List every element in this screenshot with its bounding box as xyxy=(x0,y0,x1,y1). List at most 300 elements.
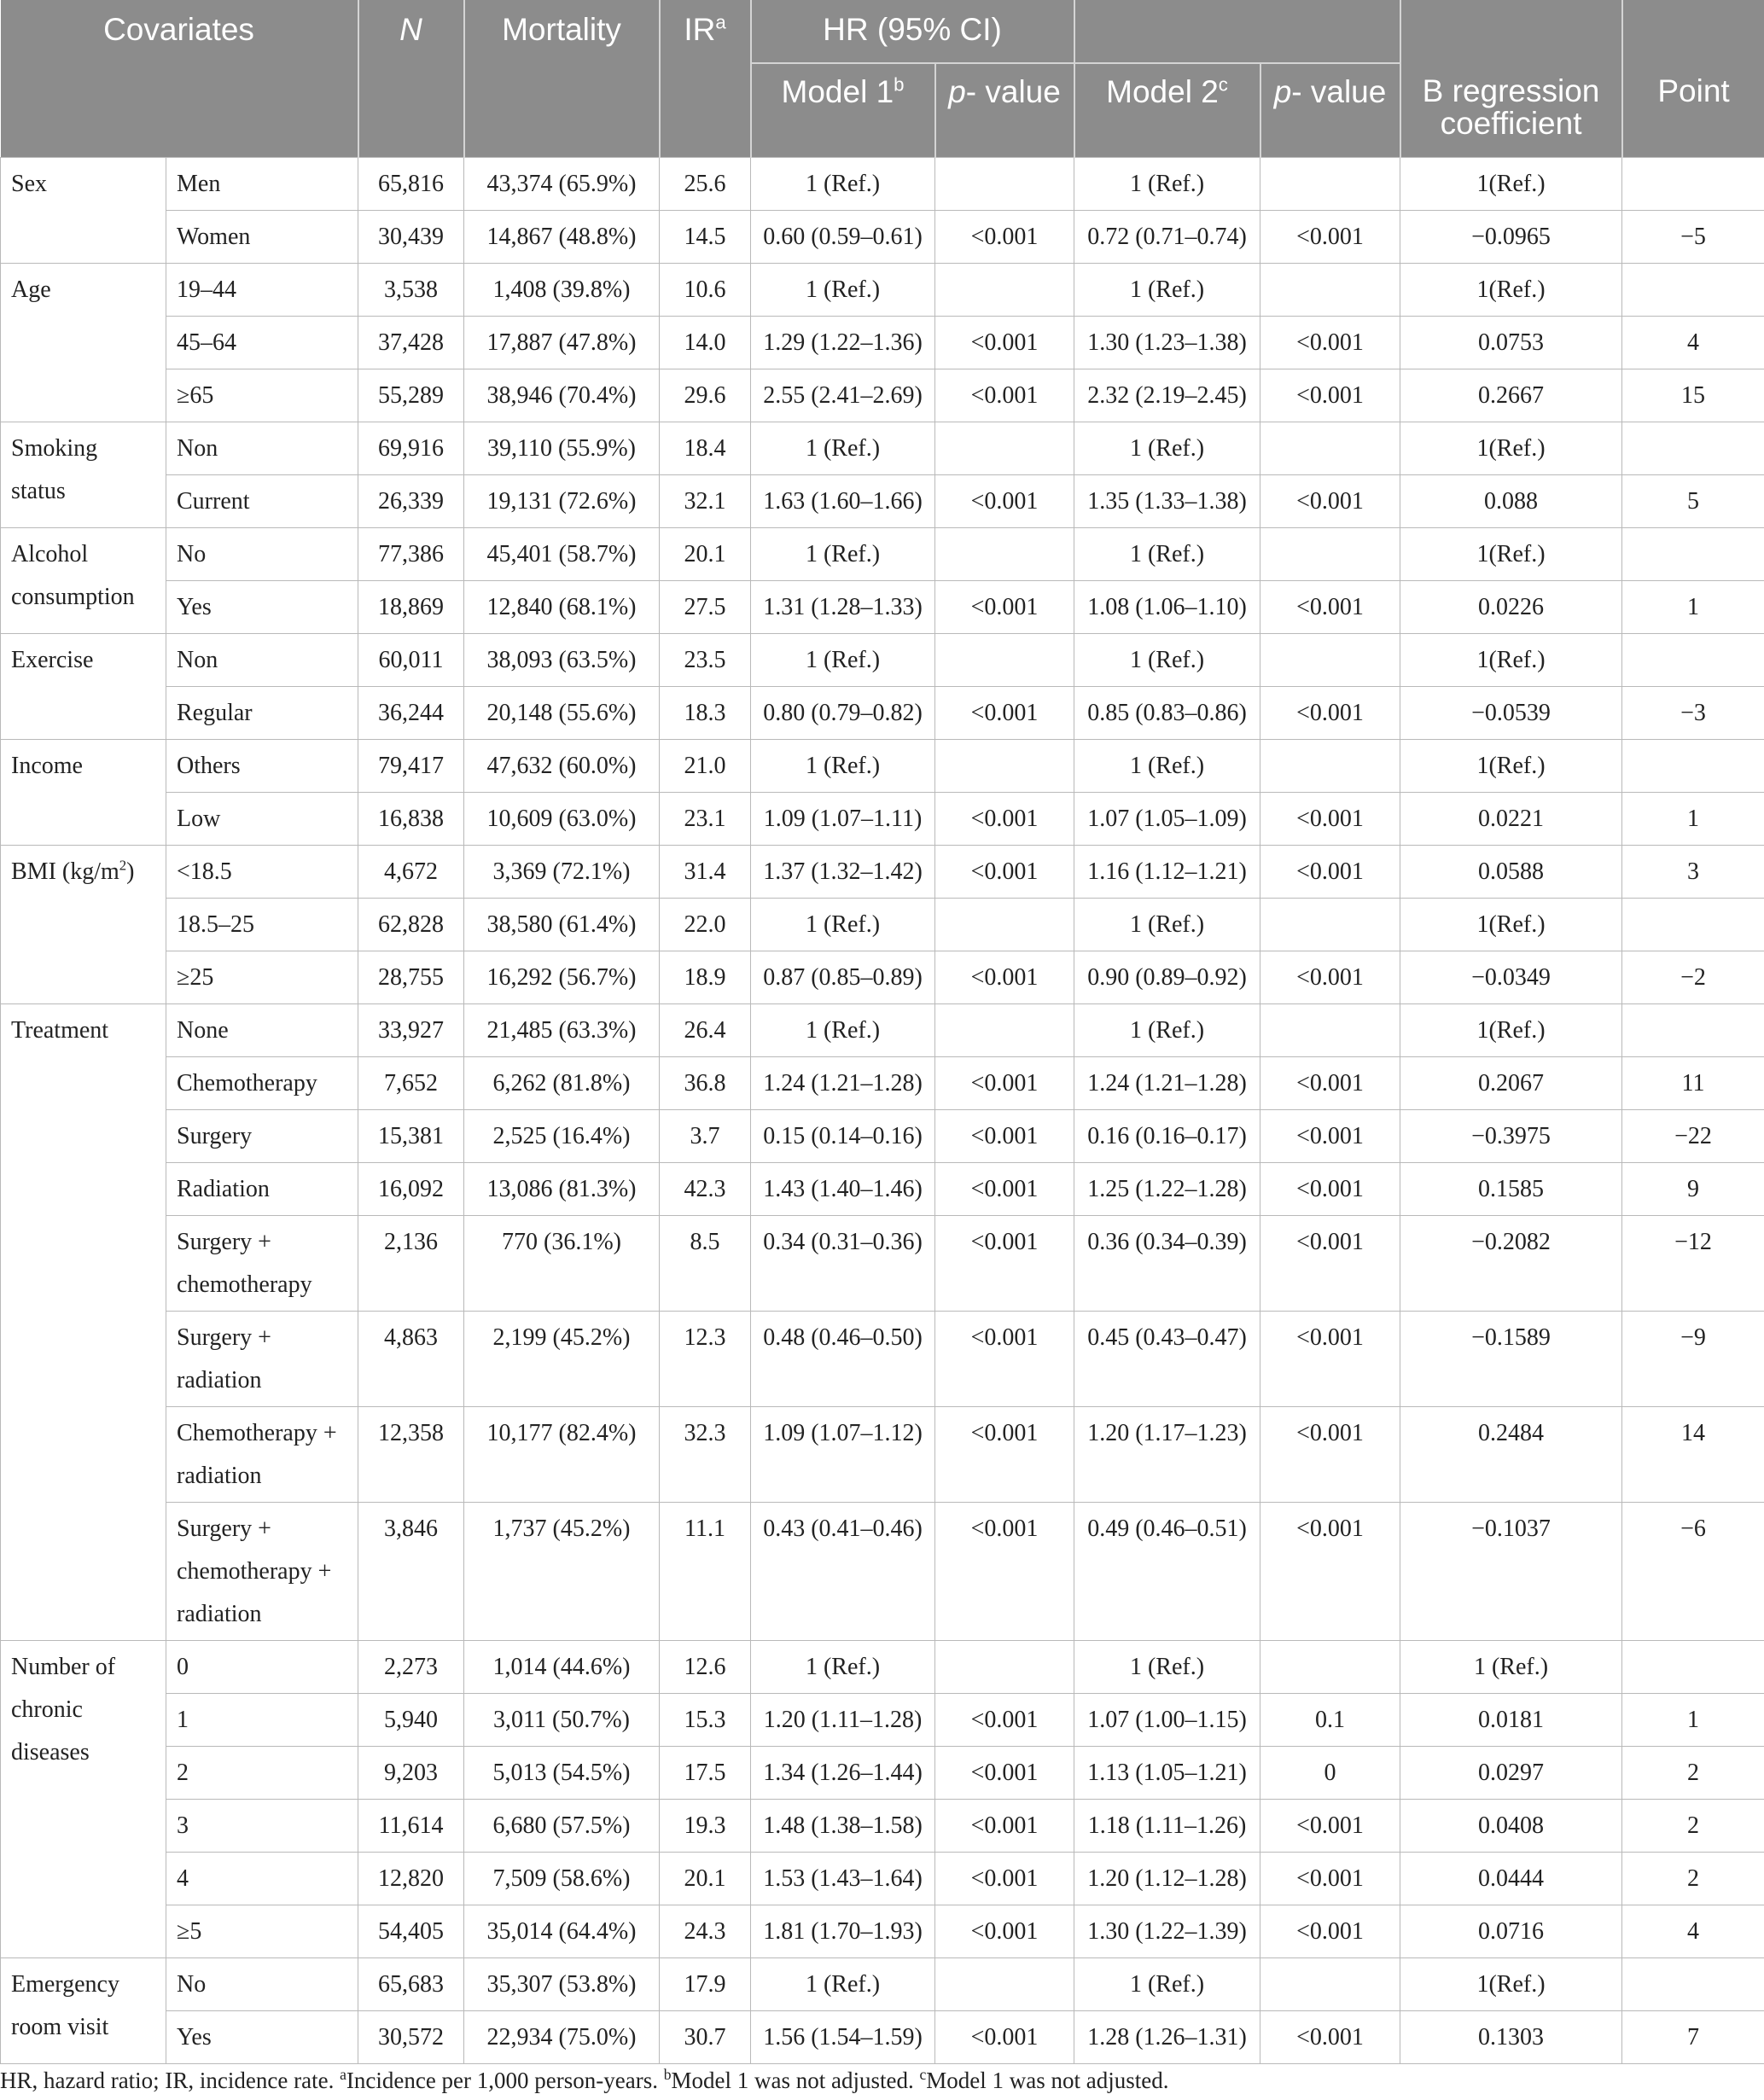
b-coefficient-cell: 0.2067 xyxy=(1400,1056,1622,1109)
model2-hr-cell: 1.07 (1.05–1.09) xyxy=(1074,792,1260,845)
level-label: Chemotherapy xyxy=(166,1056,358,1109)
n-cell: 12,820 xyxy=(358,1852,464,1905)
b-coefficient-cell: −0.0965 xyxy=(1400,210,1622,263)
n-cell: 15,381 xyxy=(358,1109,464,1162)
level-label: 0 xyxy=(166,1640,358,1693)
model2-p-cell xyxy=(1260,1640,1400,1693)
model2-p-cell: <0.001 xyxy=(1260,1215,1400,1311)
n-cell: 77,386 xyxy=(358,527,464,580)
model1-p-cell xyxy=(935,898,1074,951)
ir-cell: 18.3 xyxy=(660,686,751,739)
b-coefficient-cell: 0.0297 xyxy=(1400,1746,1622,1799)
model2-p-cell: <0.001 xyxy=(1260,1799,1400,1852)
model2-p-cell: 0 xyxy=(1260,1746,1400,1799)
covariate-label: Sex xyxy=(1,157,166,263)
b-coefficient-cell: −0.1037 xyxy=(1400,1502,1622,1640)
model1-hr-cell: 1.24 (1.21–1.28) xyxy=(751,1056,935,1109)
table-row xyxy=(1,369,1764,422)
table-row xyxy=(1,316,1764,369)
b-coefficient-cell: 1(Ref.) xyxy=(1400,898,1622,951)
point-cell: −12 xyxy=(1622,1215,1764,1311)
n-cell: 26,339 xyxy=(358,474,464,527)
b-coefficient-cell: 1 (Ref.) xyxy=(1400,1640,1622,1693)
b-coefficient-cell: 0.2667 xyxy=(1400,369,1622,422)
level-label: 1 xyxy=(166,1693,358,1746)
mortality-cell: 16,292 (56.7%) xyxy=(464,951,660,1003)
model2-p-cell: <0.001 xyxy=(1260,1406,1400,1502)
point-cell: −3 xyxy=(1622,686,1764,739)
level-label: Chemotherapy + radiation xyxy=(166,1406,358,1502)
model1-p-cell: <0.001 xyxy=(935,1215,1074,1311)
ir-cell: 12.6 xyxy=(660,1640,751,1693)
covariate-label: Smoking status xyxy=(1,422,166,527)
n-cell: 54,405 xyxy=(358,1905,464,1957)
n-cell: 11,614 xyxy=(358,1799,464,1852)
table-row xyxy=(1,1957,1764,2010)
ir-cell: 15.3 xyxy=(660,1693,751,1746)
table-row xyxy=(1,633,1764,686)
model1-p-cell: <0.001 xyxy=(935,369,1074,422)
model2-p-cell: <0.001 xyxy=(1260,1852,1400,1905)
b-coefficient-cell: 0.1585 xyxy=(1400,1162,1622,1215)
ir-cell: 27.5 xyxy=(660,580,751,633)
ir-cell: 24.3 xyxy=(660,1905,751,1957)
mortality-cell: 19,131 (72.6%) xyxy=(464,474,660,527)
point-cell: 4 xyxy=(1622,316,1764,369)
model2-hr-cell: 1.24 (1.21–1.28) xyxy=(1074,1056,1260,1109)
n-cell: 2,136 xyxy=(358,1215,464,1311)
model1-hr-cell: 1 (Ref.) xyxy=(751,157,935,210)
ir-cell: 42.3 xyxy=(660,1162,751,1215)
table-row xyxy=(1,898,1764,951)
model1-p-cell xyxy=(935,263,1074,316)
ir-cell: 26.4 xyxy=(660,1003,751,1056)
model2-p-cell xyxy=(1260,157,1400,210)
mortality-cell: 38,946 (70.4%) xyxy=(464,369,660,422)
model1-p-cell xyxy=(935,1640,1074,1693)
n-cell: 37,428 xyxy=(358,316,464,369)
model1-p-cell xyxy=(935,422,1074,474)
ir-cell: 8.5 xyxy=(660,1215,751,1311)
header-ir: $IR^a$ xyxy=(660,0,751,63)
table-row xyxy=(1,1311,1764,1406)
model1-p-cell xyxy=(935,739,1074,792)
level-label: Surgery + radiation xyxy=(166,1311,358,1406)
table-row xyxy=(1,527,1764,580)
point-cell: 1 xyxy=(1622,1693,1764,1746)
model2-hr-cell: 0.45 (0.43–0.47) xyxy=(1074,1311,1260,1406)
model1-p-cell: <0.001 xyxy=(935,1905,1074,1957)
b-coefficient-cell: 0.0588 xyxy=(1400,845,1622,898)
covariate-label: Number of chronic diseases xyxy=(1,1640,166,1957)
model2-p-cell: <0.001 xyxy=(1260,474,1400,527)
point-cell: 14 xyxy=(1622,1406,1764,1502)
model2-p-cell xyxy=(1260,1003,1400,1056)
b-coefficient-cell: 1(Ref.) xyxy=(1400,527,1622,580)
level-label: ≥65 xyxy=(166,369,358,422)
model2-p-cell xyxy=(1260,422,1400,474)
ir-cell: 14.5 xyxy=(660,210,751,263)
model2-hr-cell: 1.30 (1.22–1.39) xyxy=(1074,1905,1260,1957)
model1-p-cell: <0.001 xyxy=(935,1746,1074,1799)
mortality-cell: 6,680 (57.5%) xyxy=(464,1799,660,1852)
model1-p-cell: <0.001 xyxy=(935,1311,1074,1406)
model1-hr-cell: 1 (Ref.) xyxy=(751,739,935,792)
table-row xyxy=(1,1852,1764,1905)
point-cell: −6 xyxy=(1622,1502,1764,1640)
model2-p-cell xyxy=(1260,633,1400,686)
n-cell: 30,572 xyxy=(358,2010,464,2063)
n-cell: 65,683 xyxy=(358,1957,464,2010)
n-cell: 79,417 xyxy=(358,739,464,792)
level-label: ≥5 xyxy=(166,1905,358,1957)
model1-p-cell: <0.001 xyxy=(935,580,1074,633)
model1-p-cell: <0.001 xyxy=(935,792,1074,845)
model2-hr-cell: 1 (Ref.) xyxy=(1074,422,1260,474)
header-model2: Model 2$^c$ xyxy=(1074,63,1260,157)
point-cell xyxy=(1622,898,1764,951)
model1-p-cell xyxy=(935,157,1074,210)
model2-p-cell xyxy=(1260,1957,1400,2010)
point-cell: −9 xyxy=(1622,1311,1764,1406)
header-ir-blank xyxy=(660,63,751,157)
level-label: No xyxy=(166,1957,358,2010)
model1-p-cell: <0.001 xyxy=(935,1799,1074,1852)
point-cell xyxy=(1622,739,1764,792)
mortality-cell: 10,609 (63.0%) xyxy=(464,792,660,845)
mortality-cell: 22,934 (75.0%) xyxy=(464,2010,660,2063)
covariate-label: Income xyxy=(1,739,166,845)
level-label: 3 xyxy=(166,1799,358,1852)
table-row xyxy=(1,1640,1764,1693)
mortality-cell: 38,580 (61.4%) xyxy=(464,898,660,951)
mortality-cell: 10,177 (82.4%) xyxy=(464,1406,660,1502)
table-row xyxy=(1,263,1764,316)
model1-hr-cell: 1.53 (1.43–1.64) xyxy=(751,1852,935,1905)
model1-hr-cell: 1.56 (1.54–1.59) xyxy=(751,2010,935,2063)
model2-hr-cell: 1 (Ref.) xyxy=(1074,1640,1260,1693)
mortality-cell: 21,485 (63.3%) xyxy=(464,1003,660,1056)
model1-p-cell: <0.001 xyxy=(935,1693,1074,1746)
ir-cell: 14.0 xyxy=(660,316,751,369)
model2-hr-cell: 0.16 (0.16–0.17) xyxy=(1074,1109,1260,1162)
model2-p-cell xyxy=(1260,263,1400,316)
table-row xyxy=(1,1502,1764,1640)
model2-p-cell: <0.001 xyxy=(1260,1056,1400,1109)
level-label: Others xyxy=(166,739,358,792)
ir-cell: 31.4 xyxy=(660,845,751,898)
n-cell: 16,838 xyxy=(358,792,464,845)
point-cell xyxy=(1622,1640,1764,1693)
ir-cell: 21.0 xyxy=(660,739,751,792)
point-cell xyxy=(1622,1957,1764,2010)
n-cell: 4,672 xyxy=(358,845,464,898)
header-point-blank xyxy=(1622,0,1764,63)
model1-p-cell: <0.001 xyxy=(935,2010,1074,2063)
n-cell: 9,203 xyxy=(358,1746,464,1799)
mortality-cell: 43,374 (65.9%) xyxy=(464,157,660,210)
point-cell: 2 xyxy=(1622,1746,1764,1799)
point-cell: 3 xyxy=(1622,845,1764,898)
point-cell: −22 xyxy=(1622,1109,1764,1162)
mortality-cell: 1,014 (44.6%) xyxy=(464,1640,660,1693)
model1-p-cell: <0.001 xyxy=(935,316,1074,369)
n-cell: 33,927 xyxy=(358,1003,464,1056)
model1-p-cell: <0.001 xyxy=(935,1852,1074,1905)
mortality-cell: 6,262 (81.8%) xyxy=(464,1056,660,1109)
level-label: 2 xyxy=(166,1746,358,1799)
point-cell xyxy=(1622,633,1764,686)
table-row xyxy=(1,1693,1764,1746)
point-cell: −5 xyxy=(1622,210,1764,263)
ir-cell: 20.1 xyxy=(660,527,751,580)
model1-p-cell: <0.001 xyxy=(935,1109,1074,1162)
model2-p-cell: <0.001 xyxy=(1260,1311,1400,1406)
model1-hr-cell: 1.37 (1.32–1.42) xyxy=(751,845,935,898)
model1-p-cell xyxy=(935,1003,1074,1056)
header-model1: Model 1$^b$ xyxy=(751,63,935,157)
table-row xyxy=(1,845,1764,898)
b-coefficient-cell: 0.0444 xyxy=(1400,1852,1622,1905)
level-label: 4 xyxy=(166,1852,358,1905)
model2-hr-cell: 1 (Ref.) xyxy=(1074,1003,1260,1056)
table-row xyxy=(1,1056,1764,1109)
model2-p-cell xyxy=(1260,739,1400,792)
model2-p-cell: <0.001 xyxy=(1260,1502,1400,1640)
mortality-cell: 2,525 (16.4%) xyxy=(464,1109,660,1162)
model1-hr-cell: 1 (Ref.) xyxy=(751,898,935,951)
mortality-cell: 1,408 (39.8%) xyxy=(464,263,660,316)
mortality-cell: 2,199 (45.2%) xyxy=(464,1311,660,1406)
mortality-cell: 12,840 (68.1%) xyxy=(464,580,660,633)
n-cell: 30,439 xyxy=(358,210,464,263)
point-cell xyxy=(1622,527,1764,580)
level-label: None xyxy=(166,1003,358,1056)
model1-p-cell: <0.001 xyxy=(935,210,1074,263)
n-cell: 60,011 xyxy=(358,633,464,686)
model2-hr-cell: 1 (Ref.) xyxy=(1074,1957,1260,2010)
model2-hr-cell: 1.35 (1.33–1.38) xyxy=(1074,474,1260,527)
ir-cell: 22.0 xyxy=(660,898,751,951)
point-cell xyxy=(1622,157,1764,210)
table-row xyxy=(1,474,1764,527)
b-coefficient-cell: 0.0408 xyxy=(1400,1799,1622,1852)
table-row xyxy=(1,1746,1764,1799)
n-cell: 65,816 xyxy=(358,157,464,210)
point-cell: 5 xyxy=(1622,474,1764,527)
model2-p-cell: <0.001 xyxy=(1260,210,1400,263)
model1-hr-cell: 0.43 (0.41–0.46) xyxy=(751,1502,935,1640)
mortality-cell: 14,867 (48.8%) xyxy=(464,210,660,263)
n-cell: 18,869 xyxy=(358,580,464,633)
model1-p-cell xyxy=(935,1957,1074,2010)
model2-hr-cell: 0.90 (0.89–0.92) xyxy=(1074,951,1260,1003)
b-coefficient-cell: −0.1589 xyxy=(1400,1311,1622,1406)
level-label: Surgery xyxy=(166,1109,358,1162)
table-row xyxy=(1,580,1764,633)
mortality-cell: 3,369 (72.1%) xyxy=(464,845,660,898)
point-cell: 2 xyxy=(1622,1799,1764,1852)
n-cell: 62,828 xyxy=(358,898,464,951)
table-row xyxy=(1,1215,1764,1311)
model1-p-cell: <0.001 xyxy=(935,686,1074,739)
level-label: <18.5 xyxy=(166,845,358,898)
ir-cell: 18.4 xyxy=(660,422,751,474)
model2-hr-cell: 1 (Ref.) xyxy=(1074,157,1260,210)
n-cell: 5,940 xyxy=(358,1693,464,1746)
model1-p-cell: <0.001 xyxy=(935,1406,1074,1502)
header-b-coefficient: B regression coefficient xyxy=(1400,63,1622,157)
table-row xyxy=(1,1109,1764,1162)
b-coefficient-cell: 1(Ref.) xyxy=(1400,422,1622,474)
model2-hr-cell: 1.25 (1.22–1.28) xyxy=(1074,1162,1260,1215)
mortality-cell: 770 (36.1%) xyxy=(464,1215,660,1311)
ir-cell: 32.3 xyxy=(660,1406,751,1502)
model2-p-cell: <0.001 xyxy=(1260,2010,1400,2063)
table-body xyxy=(1,157,1764,2063)
ir-cell: 3.7 xyxy=(660,1109,751,1162)
b-coefficient-cell: 1(Ref.) xyxy=(1400,633,1622,686)
model2-p-cell: 0.1 xyxy=(1260,1693,1400,1746)
mortality-cell: 7,509 (58.6%) xyxy=(464,1852,660,1905)
model2-p-cell: <0.001 xyxy=(1260,792,1400,845)
model2-hr-cell: 1.08 (1.06–1.10) xyxy=(1074,580,1260,633)
ir-cell: 23.5 xyxy=(660,633,751,686)
model1-hr-cell: 1.31 (1.28–1.33) xyxy=(751,580,935,633)
b-coefficient-cell: 1(Ref.) xyxy=(1400,1003,1622,1056)
model2-hr-cell: 1 (Ref.) xyxy=(1074,633,1260,686)
table-row xyxy=(1,2010,1764,2063)
header-hr-spacer xyxy=(1074,0,1400,63)
model1-hr-cell: 1.43 (1.40–1.46) xyxy=(751,1162,935,1215)
model2-p-cell: <0.001 xyxy=(1260,1109,1400,1162)
covariate-label: Exercise xyxy=(1,633,166,739)
covariate-label: Treatment xyxy=(1,1003,166,1640)
point-cell: 11 xyxy=(1622,1056,1764,1109)
mortality-cell: 5,013 (54.5%) xyxy=(464,1746,660,1799)
header-mortality: Mortality xyxy=(464,0,660,63)
model2-hr-cell: 1 (Ref.) xyxy=(1074,263,1260,316)
table-row xyxy=(1,422,1764,474)
point-cell: 7 xyxy=(1622,2010,1764,2063)
b-coefficient-cell: −0.2082 xyxy=(1400,1215,1622,1311)
n-cell: 55,289 xyxy=(358,369,464,422)
model1-hr-cell: 1 (Ref.) xyxy=(751,263,935,316)
ir-cell: 36.8 xyxy=(660,1056,751,1109)
covariate-label: Age xyxy=(1,263,166,422)
header-hr-95ci: HR (95% CI) xyxy=(751,0,1074,63)
level-label: ≥25 xyxy=(166,951,358,1003)
model1-hr-cell: 1 (Ref.) xyxy=(751,633,935,686)
model2-p-cell xyxy=(1260,898,1400,951)
ir-cell: 19.3 xyxy=(660,1799,751,1852)
level-label: No xyxy=(166,527,358,580)
n-cell: 3,846 xyxy=(358,1502,464,1640)
point-cell xyxy=(1622,263,1764,316)
point-cell: −2 xyxy=(1622,951,1764,1003)
model1-hr-cell: 0.48 (0.46–0.50) xyxy=(751,1311,935,1406)
n-cell: 7,652 xyxy=(358,1056,464,1109)
point-cell xyxy=(1622,422,1764,474)
level-label: Surgery + chemotherapy xyxy=(166,1215,358,1311)
header-p-value-1: p- value xyxy=(935,63,1074,157)
model1-hr-cell: 1.09 (1.07–1.11) xyxy=(751,792,935,845)
ir-cell: 10.6 xyxy=(660,263,751,316)
model2-hr-cell: 1 (Ref.) xyxy=(1074,898,1260,951)
b-coefficient-cell: 1(Ref.) xyxy=(1400,157,1622,210)
model2-hr-cell: 1 (Ref.) xyxy=(1074,739,1260,792)
model1-hr-cell: 1.20 (1.11–1.28) xyxy=(751,1693,935,1746)
model2-p-cell: <0.001 xyxy=(1260,580,1400,633)
model2-hr-cell: 1.20 (1.17–1.23) xyxy=(1074,1406,1260,1502)
level-label: Men xyxy=(166,157,358,210)
model1-hr-cell: 1.63 (1.60–1.66) xyxy=(751,474,935,527)
n-cell: 69,916 xyxy=(358,422,464,474)
level-label: 45–64 xyxy=(166,316,358,369)
level-label: Non xyxy=(166,422,358,474)
b-coefficient-cell: 0.0221 xyxy=(1400,792,1622,845)
point-cell: 9 xyxy=(1622,1162,1764,1215)
model2-hr-cell: 1.28 (1.26–1.31) xyxy=(1074,2010,1260,2063)
model1-hr-cell: 1.29 (1.22–1.36) xyxy=(751,316,935,369)
header-point: Point xyxy=(1622,63,1764,157)
model2-hr-cell: 1.20 (1.12–1.28) xyxy=(1074,1852,1260,1905)
covariate-label: Emergency room visit xyxy=(1,1957,166,2063)
point-cell: 15 xyxy=(1622,369,1764,422)
model2-p-cell: <0.001 xyxy=(1260,845,1400,898)
model2-hr-cell: 0.36 (0.34–0.39) xyxy=(1074,1215,1260,1311)
b-coefficient-cell: 1(Ref.) xyxy=(1400,1957,1622,2010)
mortality-cell: 39,110 (55.9%) xyxy=(464,422,660,474)
model1-p-cell: <0.001 xyxy=(935,951,1074,1003)
model1-p-cell: <0.001 xyxy=(935,1056,1074,1109)
point-cell: 1 xyxy=(1622,792,1764,845)
n-cell: 12,358 xyxy=(358,1406,464,1502)
table-header xyxy=(1,0,1764,157)
header-p-value-2: p- value xyxy=(1260,63,1400,157)
model1-hr-cell: 0.60 (0.59–0.61) xyxy=(751,210,935,263)
level-label: 18.5–25 xyxy=(166,898,358,951)
model1-p-cell xyxy=(935,527,1074,580)
ir-cell: 20.1 xyxy=(660,1852,751,1905)
model2-hr-cell: 1.18 (1.11–1.26) xyxy=(1074,1799,1260,1852)
table-row xyxy=(1,792,1764,845)
ir-cell: 25.6 xyxy=(660,157,751,210)
ir-cell: 32.1 xyxy=(660,474,751,527)
b-coefficient-cell: 1(Ref.) xyxy=(1400,739,1622,792)
mortality-cell: 17,887 (47.8%) xyxy=(464,316,660,369)
mortality-cell: 38,093 (63.5%) xyxy=(464,633,660,686)
model1-hr-cell: 0.15 (0.14–0.16) xyxy=(751,1109,935,1162)
model1-hr-cell: 1 (Ref.) xyxy=(751,1957,935,2010)
model1-hr-cell: 1 (Ref.) xyxy=(751,422,935,474)
model1-hr-cell: 1 (Ref.) xyxy=(751,1003,935,1056)
level-label: Surgery + chemotherapy + radiation xyxy=(166,1502,358,1640)
level-label: Non xyxy=(166,633,358,686)
model2-hr-cell: 1.16 (1.12–1.21) xyxy=(1074,845,1260,898)
model2-p-cell: <0.001 xyxy=(1260,1905,1400,1957)
n-cell: 4,863 xyxy=(358,1311,464,1406)
header-n-blank xyxy=(358,63,464,157)
b-coefficient-cell: 0.0181 xyxy=(1400,1693,1622,1746)
b-coefficient-cell: 0.0226 xyxy=(1400,580,1622,633)
table-footnote: HR, hazard ratio; IR, incidence rate. $^a$Incidence per 1,000 person-years. $^b$Model 1 was not adjusted. $^c$Model 1 was not adjusted. xyxy=(0,2066,1169,2093)
model1-hr-cell: 1.48 (1.38–1.58) xyxy=(751,1799,935,1852)
model2-hr-cell: 2.32 (2.19–2.45) xyxy=(1074,369,1260,422)
b-coefficient-cell: 0.1303 xyxy=(1400,2010,1622,2063)
table-row xyxy=(1,1406,1764,1502)
table-row xyxy=(1,210,1764,263)
